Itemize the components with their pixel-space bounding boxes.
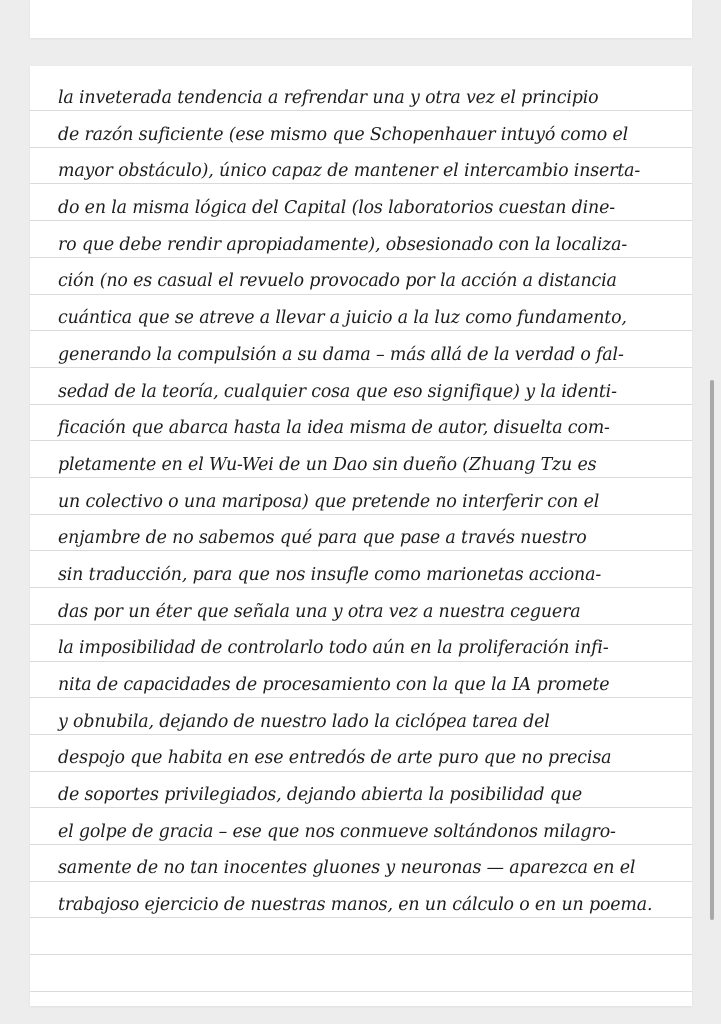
text-line: la inveterada tendencia a refrendar una y otra vez el principio bbox=[58, 88, 599, 108]
handwritten-page bbox=[30, 66, 692, 1006]
text-line: das por un éter que señala una y otra vez a nuestra ceguera bbox=[58, 601, 581, 622]
vertical-scrollbar[interactable] bbox=[710, 380, 714, 920]
text-line: sedad de la teoría, cualquier cosa que eso signifique) y la identi- bbox=[58, 381, 617, 402]
text-line: de razón suficiente (ese mismo que Schopenhauer intuyó como el bbox=[58, 124, 629, 145]
text-line: y obnubila, dejando de nuestro lado la ciclópea tarea del bbox=[58, 711, 550, 732]
previous-page-bottom bbox=[30, 0, 692, 38]
text-line: sin traducción, para que nos insufle como marionetas acciona- bbox=[58, 564, 602, 585]
text-line: el golpe de gracia – ese que nos conmueve soltándonos milagro- bbox=[58, 821, 616, 842]
handwritten-text bbox=[58, 80, 678, 924]
text-line: ro que debe rendir apropiadamente), obsesionado con la localiza- bbox=[58, 234, 628, 255]
text-line: generando la compulsión a su dama – más allá de la verdad o fal- bbox=[58, 344, 624, 365]
text-line: de soportes privilegiados, dejando abierta la posibilidad que bbox=[58, 785, 582, 806]
text-line: pletamente en el Wu-Wei de un Dao sin dueño (Zhuang Tzu es bbox=[58, 454, 597, 475]
text-line: ción (no es casual el revuelo provocado por la acción a distancia bbox=[58, 271, 617, 292]
text-line: despojo que habita en ese entredós de arte puro que no precisa bbox=[58, 748, 612, 769]
text-line: enjambre de no sabemos qué para que pase a través nuestro bbox=[58, 528, 587, 549]
text-line: do en la misma lógica del Capital (los laboratorios cuestan dine- bbox=[58, 198, 615, 219]
text-line: samente de no tan inocentes gluones y neuronas — aparezca en el bbox=[58, 858, 636, 879]
text-line: la imposibilidad de controlarlo todo aún en la proliferación infi- bbox=[58, 638, 609, 659]
text-line: cuántica que se atreve a llevar a juicio a la luz como fundamento, bbox=[58, 308, 627, 329]
text-line: mayor obstáculo), único capaz de mantener el intercambio inserta- bbox=[58, 161, 641, 182]
rule-line bbox=[30, 954, 692, 955]
text-line: ficación que abarca hasta la idea misma de autor, disuelta com- bbox=[58, 418, 610, 439]
text-line: trabajoso ejercicio de nuestras manos, en un cálculo o en un poema. bbox=[58, 895, 653, 916]
text-line: un colectivo o una mariposa) que pretende no interferir con el bbox=[58, 491, 600, 512]
text-line: nita de capacidades de procesamiento con la que la IA promete bbox=[58, 675, 610, 695]
rule-line bbox=[30, 991, 692, 992]
